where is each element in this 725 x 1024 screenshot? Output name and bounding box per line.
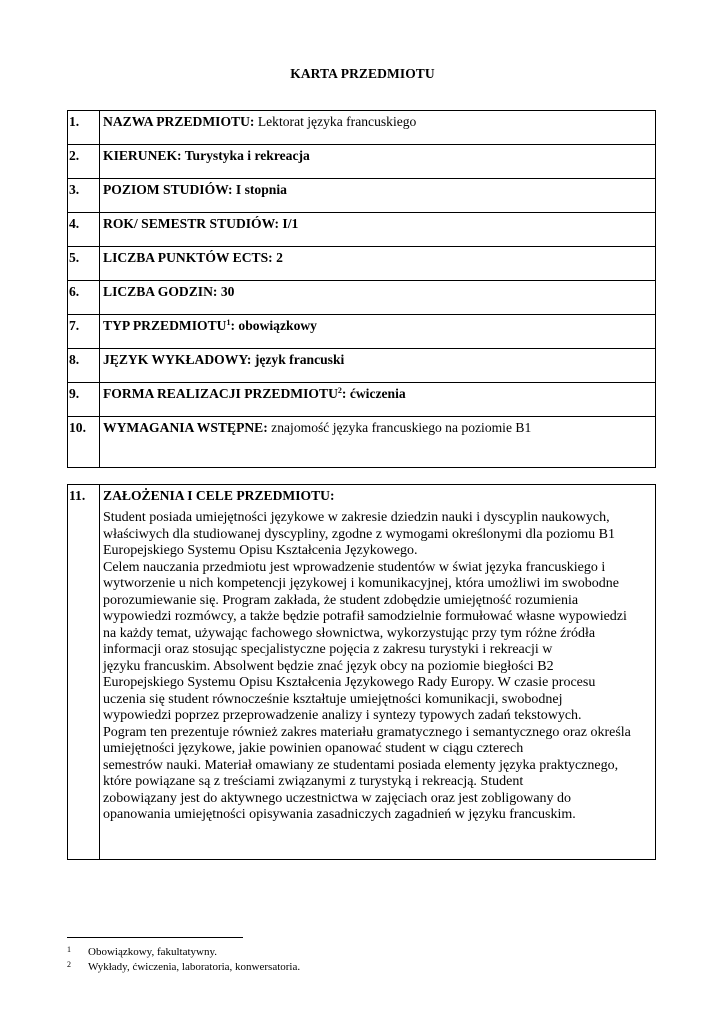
row-content — [100, 349, 656, 383]
row-content — [100, 179, 656, 213]
course-goals-table — [67, 484, 656, 860]
row-label: ROK/ SEMESTR STUDIÓW: I/1 — [103, 216, 299, 231]
row-content — [100, 417, 656, 468]
row-content — [100, 145, 656, 179]
table-row — [68, 417, 656, 468]
paragraph-line: wytworzenie u nich kompetencji językowej i komunikacyjnej, która umożliwi im swobodne — [103, 576, 619, 591]
row-number: 1. — [68, 111, 100, 145]
paragraph-line: uczenia się student równocześnie kształtuje umiejętności komunikacji, swobodnej — [103, 691, 563, 707]
goals-cell — [100, 485, 656, 860]
goals-paragraph — [103, 510, 655, 824]
row-content — [100, 383, 656, 417]
row-content — [100, 213, 656, 247]
row-label: POZIOM STUDIÓW: I stopnia — [103, 182, 287, 197]
row-label-suffix: : ćwiczenia — [341, 386, 406, 401]
footnote-ref: 2 — [337, 386, 342, 395]
paragraph-line: Celem nauczania przedmiotu jest wprowadzenie studentów w świat języka francuskiego i — [103, 559, 606, 575]
row-number: 5. — [68, 247, 100, 281]
row-content — [100, 315, 656, 349]
paragraph-line: informacji oraz stosując specjalistyczne pojęcia z zakresu turystyki i rekreacji w — [103, 642, 553, 657]
row-label: FORMA REALIZACJI PRZEDMIOTU — [103, 386, 338, 401]
row-number: 10. — [68, 417, 100, 468]
row-label-suffix: : obowiązkowy — [230, 318, 317, 333]
row-content — [100, 281, 656, 315]
table-row — [68, 213, 656, 247]
paragraph-line: semestrów nauki. Materiał omawiany ze studentami posiada elementy języka praktycznego, — [103, 757, 619, 773]
section-heading: ZAŁOŻENIA I CELE PRZEDMIOTU: — [103, 488, 335, 503]
paragraph-line: Europejskiego Systemu Opisu Kształcenia Językowego. — [103, 543, 418, 558]
table-row — [68, 281, 656, 315]
table-row — [68, 349, 656, 383]
row-number: 3. — [68, 179, 100, 213]
row-number: 2. — [68, 145, 100, 179]
paragraph-line: Pogram ten prezentuje również zakres materiału gramatycznego i semantycznego oraz określa — [103, 724, 631, 740]
footnote — [67, 945, 217, 958]
paragraph-line: wypowiedzi rozmówcy, a także będzie potrafił samodzielnie formułować własne wypowiedzi — [103, 609, 627, 624]
footnote-mark: 2 — [67, 960, 71, 969]
row-label: JĘZYK WYKŁADOWY: język francuski — [103, 352, 345, 367]
row-label: TYP PRZEDMIOTU — [103, 318, 227, 333]
table-row — [68, 485, 656, 860]
row-label: KIERUNEK: Turystyka i rekreacja — [103, 148, 310, 163]
row-number: 6. — [68, 281, 100, 315]
row-label: NAZWA PRZEDMIOTU: — [103, 114, 255, 129]
row-content — [100, 247, 656, 281]
paragraph-line: Student posiada umiejętności językowe w zakresie dziedzin nauki i dyscyplin naukowych, — [103, 510, 610, 525]
paragraph-line: umiejętności językowe, jakie powinien opanować student w ciągu czterech — [103, 741, 524, 756]
row-number: 8. — [68, 349, 100, 383]
row-number: 11. — [68, 485, 100, 860]
row-number: 9. — [68, 383, 100, 417]
paragraph-line: opanowania umiejętności opisywania zasadniczych zagadnień w języku francuskim. — [103, 807, 576, 822]
row-value: Lektorat języka francuskiego — [254, 114, 417, 129]
table-row — [68, 383, 656, 417]
row-label: LICZBA PUNKTÓW ECTS: 2 — [103, 250, 283, 265]
paragraph-line: zobowiązany jest do aktywnego uczestnictwa w zajęciach oraz jest zobligowany do — [103, 790, 572, 806]
paragraph-line: języku francuskim. Absolwent będzie znać język obcy na poziomie biegłości B2 — [103, 658, 554, 674]
footnote-mark: 1 — [67, 945, 71, 954]
course-info-table — [67, 110, 656, 468]
row-content — [100, 111, 656, 145]
row-number: 7. — [68, 315, 100, 349]
page-title: KARTA PRZEDMIOTU — [290, 66, 435, 81]
table-row — [68, 179, 656, 213]
table-row — [68, 145, 656, 179]
footnote-divider — [67, 937, 243, 938]
paragraph-line: wypowiedzi poprzez przeprowadzenie analizy i syntezy typowych zadań tekstowych. — [103, 708, 582, 723]
paragraph-line: właściwych dla studiowanej dyscypliny, zgodne z wymogami określonymi dla poziomu B1 — [103, 526, 615, 542]
paragraph-line: Europejskiego Systemu Opisu Kształcenia Językowego Rady Europy. W czasie procesu — [103, 675, 596, 690]
table-row — [68, 111, 656, 145]
table-row — [68, 315, 656, 349]
paragraph-line: porozumiewanie się. Program zakłada, że student zdobędzie umiejętność rozumienia — [103, 592, 579, 608]
table-row — [68, 247, 656, 281]
footnote-text: Wykłady, ćwiczenia, laboratoria, konwersatoria. — [88, 961, 301, 973]
row-label: WYMAGANIA WSTĘPNE: — [103, 420, 268, 435]
row-number: 4. — [68, 213, 100, 247]
paragraph-line: na każdy temat, używając fachowego słownictwa, wykorzystując przy tym różne źródła — [103, 625, 596, 641]
row-value: znajomość języka francuskiego na poziomie B1 — [267, 420, 532, 435]
footnote-text: Obowiązkowy, fakultatywny. — [88, 946, 218, 958]
footnote-ref: 1 — [226, 318, 231, 327]
row-label: LICZBA GODZIN: 30 — [103, 284, 235, 299]
footnote — [67, 960, 300, 973]
paragraph-line: które powiązane są z treściami związanymi z turystyką i rekreacją. Student — [103, 774, 524, 789]
